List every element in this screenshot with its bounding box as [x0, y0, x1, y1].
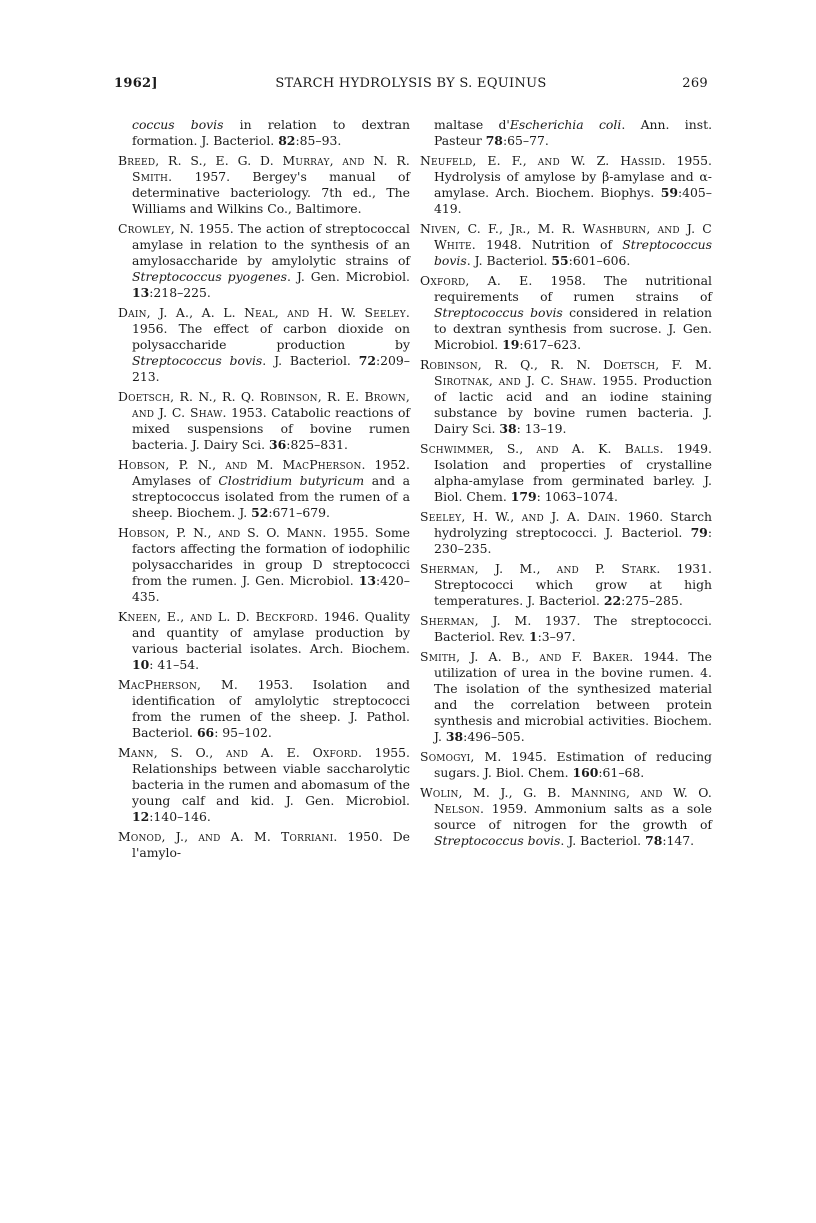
reference-entry [420, 509, 712, 557]
reference-volume: 13 [358, 573, 376, 588]
reference-entry [118, 609, 410, 673]
reference-pages: :420–435. [132, 573, 410, 604]
reference-volume: 38 [499, 421, 517, 436]
reference-text: 1953. Catabolic reactions of mixed suspensions of bovine rumen bacteria. J. Dairy Sci. [132, 405, 410, 452]
reference-authors: Schwimmer, S., and A. K. Balls. [420, 441, 664, 456]
reference-authors: Wolin, M. J., G. B. Manning, and W. O. Nelson. [420, 785, 712, 816]
reference-pages: :405–419. [434, 185, 712, 216]
reference-text-post: and a streptococcus isolated from the rumen of a sheep. Biochem. J. [132, 473, 410, 520]
page-number: 269 [682, 76, 708, 91]
reference-entry [420, 117, 712, 149]
reference-text: 1952. Amylases of [132, 457, 410, 488]
reference-text: 1958. The nutritional requirements of rumen strains of [434, 273, 712, 304]
reference-volume: 13 [132, 285, 150, 300]
reference-entry [118, 221, 410, 301]
issue-year: 1962] [114, 76, 158, 91]
reference-entry [420, 561, 712, 609]
reference-volume: 78 [645, 833, 663, 848]
reference-italic: Streptococcus bovis [434, 833, 561, 848]
reference-authors: Hobson, P. N., and S. O. Mann. [118, 525, 327, 540]
reference-text: 1949. Isolation and properties of crystalline alpha-amylase from germinated barley. J. Biol. Chem. [434, 441, 712, 504]
reference-entry [118, 829, 410, 861]
reference-pages: :601–606. [568, 253, 631, 268]
reference-pages: :65–77. [502, 133, 549, 148]
reference-italic: Streptococcus bovis [434, 237, 712, 268]
reference-pages: : 1063–1074. [536, 489, 618, 504]
reference-text: 1950. De l'amylo- [132, 829, 410, 860]
reference-entry [118, 117, 410, 149]
reference-text-post: considered in relation to dextran synthesis from sucrose. J. Gen. Microbiol. [434, 305, 712, 352]
reference-text: 1959. Ammonium salts as a sole source of nitrogen for the growth of [434, 801, 712, 832]
reference-entry [420, 441, 712, 505]
reference-volume: 36 [269, 437, 287, 452]
reference-authors: Monod, J., and A. M. Torriani. [118, 829, 338, 844]
reference-pages: : 41–54. [149, 657, 200, 672]
reference-entry [420, 153, 712, 217]
reference-authors: Neufeld, E. F., and W. Z. Hassid. [420, 153, 666, 168]
reference-text: 1955. Production of lactic acid and an iodine staining substance by bovine rumen bacteria. J. Dairy Sci. [434, 373, 712, 436]
reference-entry [118, 525, 410, 605]
running-title: STARCH HYDROLYSIS BY S. EQUINUS [275, 76, 547, 91]
reference-pages: :61–68. [598, 765, 645, 780]
reference-authors: Crowley, N. [118, 221, 194, 236]
reference-italic: coccus bovis [132, 117, 224, 132]
reference-authors: Smith, J. A. B., and F. Baker. [420, 649, 634, 664]
reference-authors: Sherman, J. M. [420, 613, 532, 628]
reference-authors: Robinson, R. Q., R. N. Doetsch, F. M. Sirotnak, and J. C. Shaw. [420, 357, 712, 388]
reference-text: 1946. Quality and quantity of amylase production by various bacterial isolates. Arch. Biochem. [132, 609, 410, 656]
reference-text-post: . J. Bacteriol. [262, 353, 359, 368]
reference-italic: Streptococcus bovis [434, 305, 563, 320]
reference-authors: Niven, C. F., Jr., M. R. Washburn, and J. C White. [420, 221, 712, 252]
reference-pages: :3–97. [537, 629, 576, 644]
reference-text: 1957. Bergey's manual of determinative bacteriology. 7th ed., The Williams and Wilkins Co., Baltimore. [132, 169, 410, 216]
reference-pages: :825–831. [286, 437, 348, 452]
reference-volume: 82 [278, 133, 296, 148]
reference-entry [118, 457, 410, 521]
running-header [114, 76, 708, 96]
reference-text: 1955. Some factors affecting the formation of iodophilic polysaccharides in group D streptococci from the rumen. J. Gen. Microbiol. [132, 525, 410, 588]
reference-text: 1944. The utilization of urea in the bovine rumen. 4. The isolation of the synthesized material and the correlation between protein synthesis and microbial activities. Biochem. J. [434, 649, 712, 744]
reference-entry [420, 273, 712, 353]
reference-pages: :209–213. [132, 353, 410, 384]
reference-text: 1953. Isolation and identification of amylolytic streptococci from the rumen of the sheep. J. Pathol. Bacteriol. [132, 677, 410, 740]
reference-volume: 66 [196, 725, 215, 740]
reference-volume: 10 [132, 657, 150, 672]
reference-pages: :147. [662, 833, 695, 848]
reference-volume: 179 [510, 489, 537, 504]
reference-authors: Kneen, E., and L. D. Beckford. [118, 609, 319, 624]
reference-volume: 78 [485, 133, 503, 148]
reference-pages: :617–623. [519, 337, 582, 352]
reference-italic: Clostridium butyricum [218, 473, 365, 488]
reference-volume: 55 [551, 253, 569, 268]
reference-entry [118, 305, 410, 385]
reference-italic: Streptococcus bovis [132, 353, 263, 368]
reference-text: 1955. The action of streptococcal amylase in relation to the synthesis of an amylosaccharide by amylolytic strains of [132, 221, 410, 268]
reference-entry [420, 785, 712, 849]
reference-text-post: in relation to dextran formation. J. Bacteriol. [132, 117, 410, 148]
reference-text-post: . Ann. inst. Pasteur [434, 117, 713, 148]
reference-text-post: . J. Gen. Microbiol. [286, 269, 410, 284]
reference-authors: MacPherson, M. [118, 677, 238, 692]
reference-entry [118, 389, 410, 453]
reference-text-post: . J. Bacteriol. [466, 253, 552, 268]
reference-authors: Hobson, P. N., and M. MacPherson. [118, 457, 366, 472]
reference-volume: 59 [660, 185, 678, 200]
reference-text-post: . J. Bacteriol. [560, 833, 646, 848]
reference-text: 1956. The effect of carbon dioxide on polysaccharide production by [132, 321, 410, 352]
reference-pages: : 95–102. [214, 725, 272, 740]
reference-pages: :140–146. [149, 809, 211, 824]
reference-text: 1931. Streptococci which grow at high temperatures. J. Bacteriol. [434, 561, 712, 608]
reference-italic: Escherichia coli [509, 117, 622, 132]
reference-text: 1937. The streptococci. Bacteriol. Rev. [434, 613, 712, 644]
reference-authors: Sherman, J. M., and P. Stark. [420, 561, 661, 576]
reference-text: 1955. Relationships between viable saccharolytic bacteria in the rumen and abomasum of the young calf and kid. J. Gen. Microbiol. [132, 745, 410, 808]
reference-volume: 1 [529, 629, 538, 644]
reference-entry [420, 221, 712, 269]
reference-text: maltase d' [434, 117, 510, 132]
reference-pages: : 13–19. [516, 421, 567, 436]
reference-authors: Somogyi, M. [420, 749, 502, 764]
reference-volume: 12 [132, 809, 150, 824]
reference-authors: Dain, J. A., A. L. Neal, and H. W. Seeley. [118, 305, 410, 320]
reference-text: 1960. Starch hydrolyzing streptococci. J. Bacteriol. [434, 509, 712, 540]
right-reference-column [420, 117, 712, 853]
reference-entry [420, 357, 712, 437]
reference-volume: 19 [502, 337, 520, 352]
reference-entry [118, 153, 410, 217]
reference-pages: :496–505. [463, 729, 525, 744]
reference-volume: 52 [251, 505, 269, 520]
reference-authors: Doetsch, R. N., R. Q. Robinson, R. E. Brown, and J. C. Shaw. [118, 389, 410, 420]
reference-entry [420, 749, 712, 781]
left-reference-column [118, 117, 410, 865]
reference-entry [118, 677, 410, 741]
reference-pages: :85–93. [295, 133, 342, 148]
reference-volume: 22 [603, 593, 622, 608]
reference-authors: Mann, S. O., and A. E. Oxford. [118, 745, 363, 760]
reference-pages: :275–285. [621, 593, 683, 608]
reference-text: 1955. Hydrolysis of amylose by β-amylase and α-amylase. Arch. Biochem. Biophys. [434, 153, 712, 200]
reference-volume: 72 [358, 353, 376, 368]
reference-pages: : 230–235. [434, 525, 712, 556]
reference-pages: :671–679. [268, 505, 330, 520]
reference-text: 1948. Nutrition of [475, 237, 623, 252]
reference-volume: 38 [445, 729, 464, 744]
reference-authors: Seeley, H. W., and J. A. Dain. [420, 509, 621, 524]
reference-text: 1945. Estimation of reducing sugars. J. Biol. Chem. [434, 749, 712, 780]
reference-volume: 79 [690, 525, 708, 540]
reference-pages: :218–225. [149, 285, 211, 300]
reference-authors: Breed, R. S., E. G. D. Murray, and N. R. Smith. [118, 153, 410, 184]
reference-italic: Streptococcus pyogenes [132, 269, 287, 284]
reference-volume: 160 [572, 765, 599, 780]
reference-entry [420, 613, 712, 645]
reference-authors: Oxford, A. E. [420, 273, 533, 288]
reference-entry [420, 649, 712, 745]
reference-entry [118, 745, 410, 825]
